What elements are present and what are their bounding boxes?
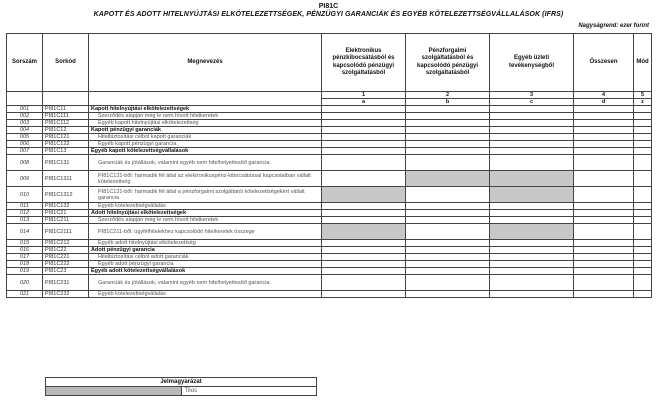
value-cell[interactable]: [634, 261, 652, 268]
row-name: Egyéb adott hitelnyújtási elkötelezettség: [89, 240, 322, 247]
table-row: [7, 247, 652, 254]
row-name: Hitelbiztosítási célból adott garanciák: [89, 254, 322, 261]
value-cell[interactable]: [574, 155, 634, 171]
value-cell[interactable]: [574, 240, 634, 247]
value-cell[interactable]: [322, 148, 406, 155]
row-number: 006: [7, 141, 43, 148]
value-cell[interactable]: [322, 268, 406, 275]
value-cell[interactable]: [406, 261, 490, 268]
header-spacer: [43, 92, 89, 106]
row-code: PI81C212: [43, 240, 89, 247]
value-cell[interactable]: [406, 275, 490, 291]
row-name: Kapott hitelnyújtási elkötelezettségek: [89, 106, 322, 113]
value-cell[interactable]: [406, 155, 490, 171]
row-name: Garanciák és jótállások, valamint egyéb nem hitelhelyettesítő garancia: [89, 275, 322, 291]
value-cell[interactable]: [322, 247, 406, 254]
table-row: [7, 203, 652, 210]
table-row: [7, 210, 652, 217]
row-name: Garanciák és jótállások, valamint egyéb nem hitelhelyettesítő garancia: [89, 155, 322, 171]
legend-title: Jelmagyarázat: [46, 378, 317, 387]
table-row: [7, 224, 652, 240]
table-row: [7, 261, 652, 268]
row-code: PI81C132: [43, 203, 89, 210]
header-col4: Összesen: [574, 34, 634, 92]
row-number: 007: [7, 148, 43, 155]
value-cell[interactable]: [406, 141, 490, 148]
value-cell[interactable]: [574, 291, 634, 298]
row-code: PI81C112: [43, 120, 89, 127]
value-cell[interactable]: [634, 224, 652, 240]
value-cell[interactable]: [490, 155, 574, 171]
value-cell[interactable]: [634, 171, 652, 187]
row-number: 017: [7, 254, 43, 261]
value-cell[interactable]: [406, 291, 490, 298]
unit-note: Nagyságrend: ezer forint: [578, 23, 649, 29]
table-row: [7, 113, 652, 120]
value-cell[interactable]: [574, 261, 634, 268]
header-spacer: [7, 92, 43, 106]
value-cell[interactable]: [634, 113, 652, 120]
value-cell[interactable]: [490, 247, 574, 254]
col-number: 5: [634, 92, 652, 99]
value-cell[interactable]: [634, 268, 652, 275]
value-cell[interactable]: [322, 120, 406, 127]
value-cell[interactable]: [322, 291, 406, 298]
value-cell[interactable]: [634, 210, 652, 217]
value-cell[interactable]: [322, 141, 406, 148]
row-name: Egyéb adott kötelezettségvállalások: [89, 268, 322, 275]
value-cell[interactable]: [490, 187, 574, 203]
value-cell[interactable]: [634, 254, 652, 261]
value-cell[interactable]: [634, 291, 652, 298]
value-cell[interactable]: [490, 106, 574, 113]
header-col5: Mód: [634, 34, 652, 92]
header-col3: Egyéb üzleti tevékenységből: [490, 34, 574, 92]
row-number: 014: [7, 224, 43, 240]
row-number: 011: [7, 203, 43, 210]
legend-label: Tilos: [181, 387, 317, 396]
value-cell[interactable]: [574, 203, 634, 210]
value-cell[interactable]: [490, 254, 574, 261]
value-cell[interactable]: [322, 261, 406, 268]
value-cell[interactable]: [406, 127, 490, 134]
table-row: [7, 120, 652, 127]
row-name: Egyéb adott pénzügyi garancia: [89, 261, 322, 268]
row-name: Egyéb kapott kötelezettségvállalások: [89, 148, 322, 155]
header-col2: Pénzforgalmi szolgáltatásból és kapcsolódó pénzügyi szolgáltatásból: [406, 34, 490, 92]
value-cell[interactable]: [490, 261, 574, 268]
value-cell[interactable]: [634, 240, 652, 247]
row-number: 004: [7, 127, 43, 134]
value-cell[interactable]: [574, 171, 634, 187]
table-row: [7, 275, 652, 291]
value-cell[interactable]: [406, 268, 490, 275]
row-code: PI81C221: [43, 254, 89, 261]
value-cell[interactable]: [406, 247, 490, 254]
value-cell[interactable]: [574, 268, 634, 275]
value-cell[interactable]: [634, 148, 652, 155]
value-cell[interactable]: [634, 106, 652, 113]
value-cell[interactable]: [634, 217, 652, 224]
row-code: PI81C232: [43, 291, 89, 298]
value-cell[interactable]: [322, 217, 406, 224]
row-code: PI81C131: [43, 155, 89, 171]
value-cell[interactable]: [406, 134, 490, 141]
value-cell[interactable]: [574, 210, 634, 217]
value-cell[interactable]: [406, 203, 490, 210]
col-letter: c: [490, 99, 574, 106]
row-code: PI81C111: [43, 113, 89, 120]
row-number: 016: [7, 247, 43, 254]
row-number: 013: [7, 217, 43, 224]
value-cell[interactable]: [322, 171, 406, 187]
row-code: PI81C122: [43, 141, 89, 148]
value-cell[interactable]: [406, 106, 490, 113]
table-row: [7, 148, 652, 155]
table-row: [7, 268, 652, 275]
value-cell[interactable]: [322, 113, 406, 120]
row-number: 012: [7, 210, 43, 217]
header-spacer: [89, 92, 322, 106]
row-number: 002: [7, 113, 43, 120]
header-megnevezes: Megnevezés: [89, 34, 322, 92]
table-row: [7, 155, 652, 171]
table-row: [7, 141, 652, 148]
report-title: KAPOTT ÉS ADOTT HITELNYÚJTÁSI ELKÖTELEZETTSÉGEK, PÉNZÜGYI GARANCIÁK ÉS EGYÉB KÖTELEZETTSÉGVÁLLALÁSOK (IFRS): [93, 11, 564, 18]
row-name: Egyéb kötelezettségvállalás: [89, 203, 322, 210]
value-cell[interactable]: [574, 275, 634, 291]
row-number: 018: [7, 261, 43, 268]
value-cell[interactable]: [574, 134, 634, 141]
value-cell[interactable]: [574, 120, 634, 127]
row-code: PI81C121: [43, 134, 89, 141]
value-cell[interactable]: [490, 275, 574, 291]
value-cell[interactable]: [634, 187, 652, 203]
row-number: 019: [7, 268, 43, 275]
value-cell[interactable]: [406, 254, 490, 261]
row-code: PI81C1311: [43, 171, 89, 187]
col-number: 2: [406, 92, 490, 99]
col-letter: a: [322, 99, 406, 106]
row-name: PI81C131-ből: harmadik fél által a pénzforgalmi szolgáltatói kötelezettségekért vállalt garancia: [89, 187, 322, 203]
value-cell[interactable]: [634, 141, 652, 148]
row-code: PI81C23: [43, 268, 89, 275]
value-cell[interactable]: [574, 217, 634, 224]
row-code: PI81C1312: [43, 187, 89, 203]
value-cell[interactable]: [574, 254, 634, 261]
col-number: 4: [574, 92, 634, 99]
table-row: [7, 106, 652, 113]
value-cell[interactable]: [490, 240, 574, 247]
row-code: PI81C22: [43, 247, 89, 254]
value-cell[interactable]: [634, 275, 652, 291]
value-cell[interactable]: [406, 187, 490, 203]
value-cell[interactable]: [490, 224, 574, 240]
row-code: PI81C21: [43, 210, 89, 217]
value-cell[interactable]: [406, 120, 490, 127]
value-cell[interactable]: [574, 106, 634, 113]
value-cell[interactable]: [574, 247, 634, 254]
header-sorkod: Sorkód: [43, 34, 89, 92]
row-code: PI81C12: [43, 127, 89, 134]
legend-swatch: [46, 387, 182, 396]
row-code: PI81C211: [43, 217, 89, 224]
value-cell[interactable]: [406, 171, 490, 187]
row-number: 015: [7, 240, 43, 247]
value-cell[interactable]: [406, 240, 490, 247]
value-cell[interactable]: [322, 127, 406, 134]
table-row: [7, 171, 652, 187]
value-cell[interactable]: [322, 134, 406, 141]
value-cell[interactable]: [490, 127, 574, 134]
value-cell[interactable]: [490, 134, 574, 141]
row-number: 010: [7, 187, 43, 203]
value-cell[interactable]: [574, 141, 634, 148]
report-code: PI81C: [318, 3, 339, 10]
legend: [45, 377, 317, 396]
col-letter: d: [574, 99, 634, 106]
value-cell[interactable]: [490, 148, 574, 155]
row-name: PI81C131-ből: harmadik fél által az elektronikuspénz-kibocsátással kapcsolatban vállalt kötelezettség: [89, 171, 322, 187]
row-number: 003: [7, 120, 43, 127]
row-name: Egyéb kötelezettségvállalás: [89, 291, 322, 298]
row-name: Kapott pénzügyi garanciák: [89, 127, 322, 134]
col-letter: z: [634, 99, 652, 106]
row-code: PI81C222: [43, 261, 89, 268]
value-cell[interactable]: [322, 210, 406, 217]
value-cell[interactable]: [322, 240, 406, 247]
value-cell[interactable]: [406, 217, 490, 224]
value-cell[interactable]: [406, 224, 490, 240]
value-cell[interactable]: [574, 224, 634, 240]
row-name: Egyéb kapott hitelnyújtási elkötelezettség: [89, 120, 322, 127]
value-cell[interactable]: [406, 210, 490, 217]
value-cell[interactable]: [322, 203, 406, 210]
value-cell[interactable]: [634, 120, 652, 127]
row-number: 020: [7, 275, 43, 291]
value-cell[interactable]: [634, 155, 652, 171]
value-cell[interactable]: [322, 187, 406, 203]
row-number: 009: [7, 171, 43, 187]
value-cell[interactable]: [634, 247, 652, 254]
value-cell[interactable]: [490, 217, 574, 224]
value-cell[interactable]: [574, 113, 634, 120]
value-cell[interactable]: [634, 134, 652, 141]
value-cell[interactable]: [574, 148, 634, 155]
row-name: Adott pénzügyi garancia: [89, 247, 322, 254]
value-cell[interactable]: [406, 113, 490, 120]
col-number: 1: [322, 92, 406, 99]
row-name: Egyéb kapott pénzügyi garancia: [89, 141, 322, 148]
col-number: 3: [490, 92, 574, 99]
value-cell[interactable]: [490, 203, 574, 210]
row-code: PI81C13: [43, 148, 89, 155]
value-cell[interactable]: [490, 141, 574, 148]
value-cell[interactable]: [574, 127, 634, 134]
row-code: PI81C231: [43, 275, 89, 291]
table-row: [7, 291, 652, 298]
value-cell[interactable]: [322, 155, 406, 171]
table-row: [7, 127, 652, 134]
row-code: PI81C11: [43, 106, 89, 113]
value-cell[interactable]: [490, 268, 574, 275]
value-cell[interactable]: [490, 171, 574, 187]
table-row: [7, 217, 652, 224]
table-body: [7, 106, 652, 298]
row-code: PI81C2111: [43, 224, 89, 240]
row-number: 005: [7, 134, 43, 141]
row-number: 021: [7, 291, 43, 298]
row-name: Hitelbiztosítási célból kapott garanciák: [89, 134, 322, 141]
header-col1: Elektronikus pénzkibocsátásból és kapcsolódó pénzügyi szolgáltatásból: [322, 34, 406, 92]
row-name: Szerződés alapján még le nem hívott hitelkeretek: [89, 217, 322, 224]
value-cell[interactable]: [322, 254, 406, 261]
value-cell[interactable]: [322, 106, 406, 113]
row-name: PI81C211-ből: ügyfélhitelekhez kapcsolódó hitelkeretek összege: [89, 224, 322, 240]
value-cell[interactable]: [490, 210, 574, 217]
col-letter: b: [406, 99, 490, 106]
table-row: [7, 240, 652, 247]
row-number: 008: [7, 155, 43, 171]
value-cell[interactable]: [406, 148, 490, 155]
value-cell[interactable]: [490, 291, 574, 298]
row-number: 001: [7, 106, 43, 113]
value-cell[interactable]: [322, 224, 406, 240]
value-cell[interactable]: [490, 120, 574, 127]
table-row: [7, 254, 652, 261]
value-cell[interactable]: [634, 203, 652, 210]
value-cell[interactable]: [490, 113, 574, 120]
header-sorszam: Sorszám: [7, 34, 43, 92]
table-row: [7, 187, 652, 203]
value-cell[interactable]: [634, 127, 652, 134]
value-cell[interactable]: [574, 187, 634, 203]
report-table: [6, 33, 652, 298]
value-cell[interactable]: [322, 275, 406, 291]
table-row: [7, 134, 652, 141]
row-name: Szerződés alapján még le nem hívott hitelkeretek: [89, 113, 322, 120]
row-name: Adott hitelnyújtási elkötelezettségek: [89, 210, 322, 217]
